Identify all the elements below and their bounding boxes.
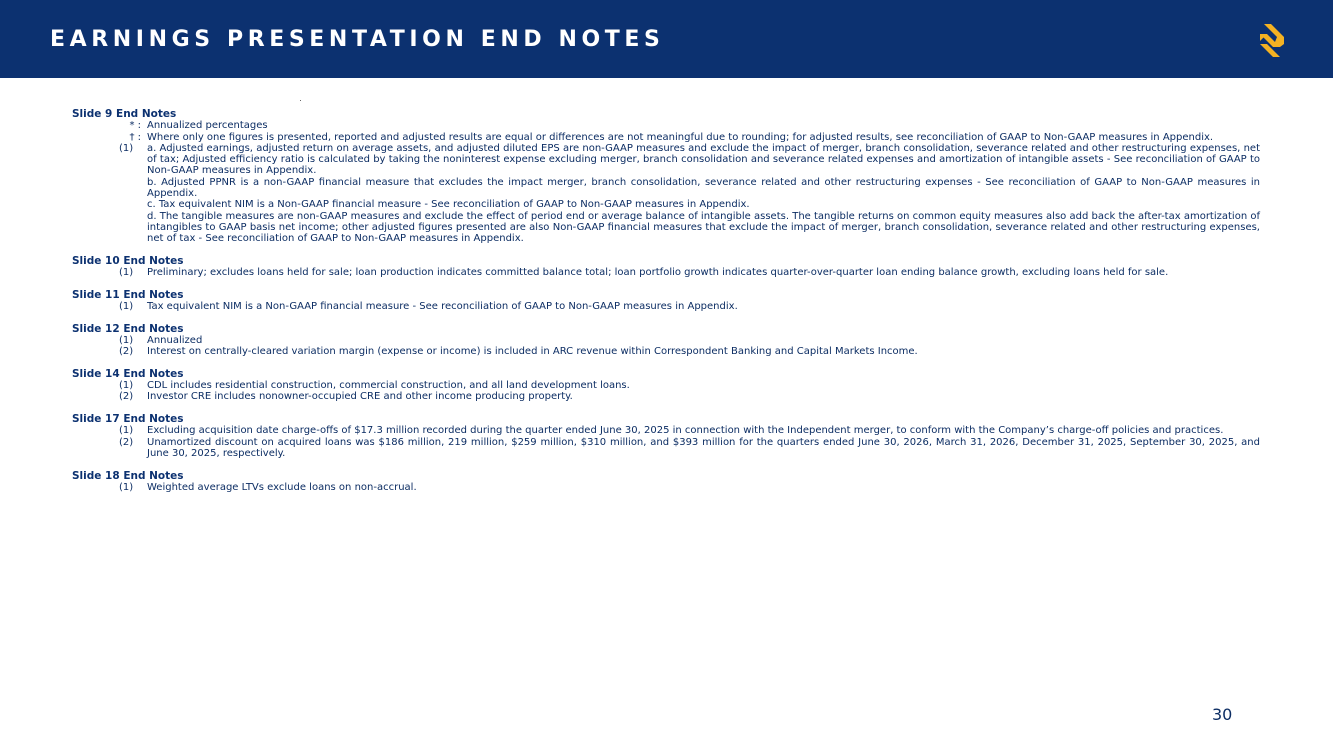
note-paragraph: Interest on centrally-cleared variation margin (expense or income) is included in ARC revenue within Correspondent Banking and Capital Markets Income. (147, 346, 918, 358)
section-title: Slide 11 End Notes (72, 288, 184, 301)
section-title: Slide 12 End Notes (72, 322, 184, 335)
end-notes-section (72, 324, 1272, 358)
end-notes-section (72, 369, 1272, 403)
note-marker: (1) (119, 267, 134, 279)
note-paragraph: Weighted average LTVs exclude loans on non-accrual. (147, 481, 417, 493)
note-paragraph: Unamortized discount on acquired loans was $186 million, 219 million, $259 million, $310 million, and $393 million for the quarters ended June 30, 2026, March 31, 2026, December 31, 2025, September 30, 2025, and June 30, 2025, respectively. (147, 436, 1260, 459)
note-paragraph: Where only one figures is presented, reported and adjusted results are equal or differences are not meaningful due to rounding; for adjusted results, see reconciliation of GAAP to Non-GAAP measures in Appendix. (147, 131, 1214, 143)
note-text (147, 120, 1272, 131)
stray-dot (300, 100, 301, 101)
page-title: EARNINGS PRESENTATION END NOTES (50, 27, 665, 52)
note-marker: (1) (119, 334, 134, 346)
note-marker: (1) (119, 142, 134, 154)
note-text (147, 425, 1272, 436)
note-item (72, 267, 1272, 278)
note-text (147, 301, 1272, 312)
note-item (72, 425, 1272, 436)
note-marker: † : (129, 131, 141, 143)
end-notes-content (72, 108, 1272, 504)
note-text (147, 391, 1272, 402)
note-marker: (2) (119, 346, 134, 358)
note-paragraph: b. Adjusted PPNR is a non-GAAP financial measure that excludes the impact merger, branch consolidation, severance related and other restructuring expenses - See reconciliation of GAAP to Non-GAAP measures in Appendix. (147, 176, 1260, 200)
note-text (147, 346, 1272, 357)
note-marker: (2) (119, 391, 134, 403)
end-notes-section (72, 109, 1272, 245)
note-marker: (1) (119, 380, 134, 392)
note-paragraph: Investor CRE includes nonowner-occupied CRE and other income producing property. (147, 391, 573, 403)
note-marker: * : (129, 120, 141, 132)
note-text (147, 132, 1272, 143)
note-item (72, 132, 1272, 143)
end-notes-section (72, 290, 1272, 313)
note-text (147, 267, 1272, 278)
note-item (72, 120, 1272, 131)
note-item (72, 391, 1272, 402)
note-item (72, 301, 1272, 312)
page-number: 30 (1212, 705, 1233, 724)
note-paragraph: a. Adjusted earnings, adjusted return on average assets, and adjusted diluted EPS are non-GAAP measures and exclude the impact of merger, branch consolidation, severance related and other restructuring expenses, net of tax; Adjusted efficiency ratio is calculated by taking the noninterest expense excluding merger, branch consolidation and severance related expenses and amortization of intangible assets - See reconciliation of GAAP to Non-GAAP measures in Appendix. (147, 142, 1260, 177)
section-title: Slide 17 End Notes (72, 413, 184, 426)
note-paragraph: Tax equivalent NIM is a Non-GAAP financial measure - See reconciliation of GAAP to Non-GAAP measures in Appendix. (147, 301, 738, 313)
section-title: Slide 9 End Notes (72, 108, 177, 120)
note-paragraph: Preliminary; excludes loans held for sale; loan production indicates committed balance total; loan portfolio growth indicates quarter-over-quarter loan ending balance growth, excluding loans held for sale. (147, 267, 1169, 279)
note-item (72, 482, 1272, 493)
end-notes-section (72, 414, 1272, 459)
note-paragraph: d. The tangible measures are non-GAAP measures and exclude the effect of period end or average balance of intangible assets. The tangible returns on common equity measures also add back the after-tax amortization of intangibles to GAAP basis net income; other adjusted figures presented are also Non-GAAP financial measures that exclude the impact of merger, branch consolidation, severance related and other restructuring expenses, net of tax - See reconciliation of GAAP to Non-GAAP measures in Appendix. (147, 210, 1260, 245)
section-title: Slide 10 End Notes (72, 254, 184, 267)
note-text (147, 335, 1272, 346)
section-title: Slide 18 End Notes (72, 469, 184, 482)
note-marker: (2) (119, 436, 134, 448)
note-item (72, 380, 1272, 391)
header-bar (0, 0, 1333, 78)
end-notes-section (72, 256, 1272, 279)
note-marker: (1) (119, 301, 134, 313)
note-paragraph: CDL includes residential construction, commercial construction, and all land development loans. (147, 380, 630, 392)
section-title: Slide 14 End Notes (72, 367, 184, 380)
note-paragraph: Excluding acquisition date charge-offs of $17.3 million recorded during the quarter ended June 30, 2025 in connection with the Independent merger, to conform with the Company’s charge-off policies and practices. (147, 425, 1224, 437)
note-item (72, 346, 1272, 357)
note-marker: (1) (119, 425, 134, 437)
note-paragraph: c. Tax equivalent NIM is a Non-GAAP financial measure - See reconciliation of GAAP to Non-GAAP measures in Appendix. (147, 199, 750, 211)
note-text (147, 380, 1272, 391)
note-text (147, 437, 1272, 460)
note-item (72, 437, 1272, 460)
note-paragraph: Annualized (147, 334, 203, 346)
company-s-logo-icon (1255, 22, 1289, 60)
note-item (72, 143, 1272, 245)
end-notes-section (72, 471, 1272, 494)
note-paragraph: Annualized percentages (147, 120, 268, 132)
note-marker: (1) (119, 481, 134, 493)
note-text (147, 482, 1272, 493)
note-item (72, 335, 1272, 346)
note-text (147, 143, 1272, 245)
